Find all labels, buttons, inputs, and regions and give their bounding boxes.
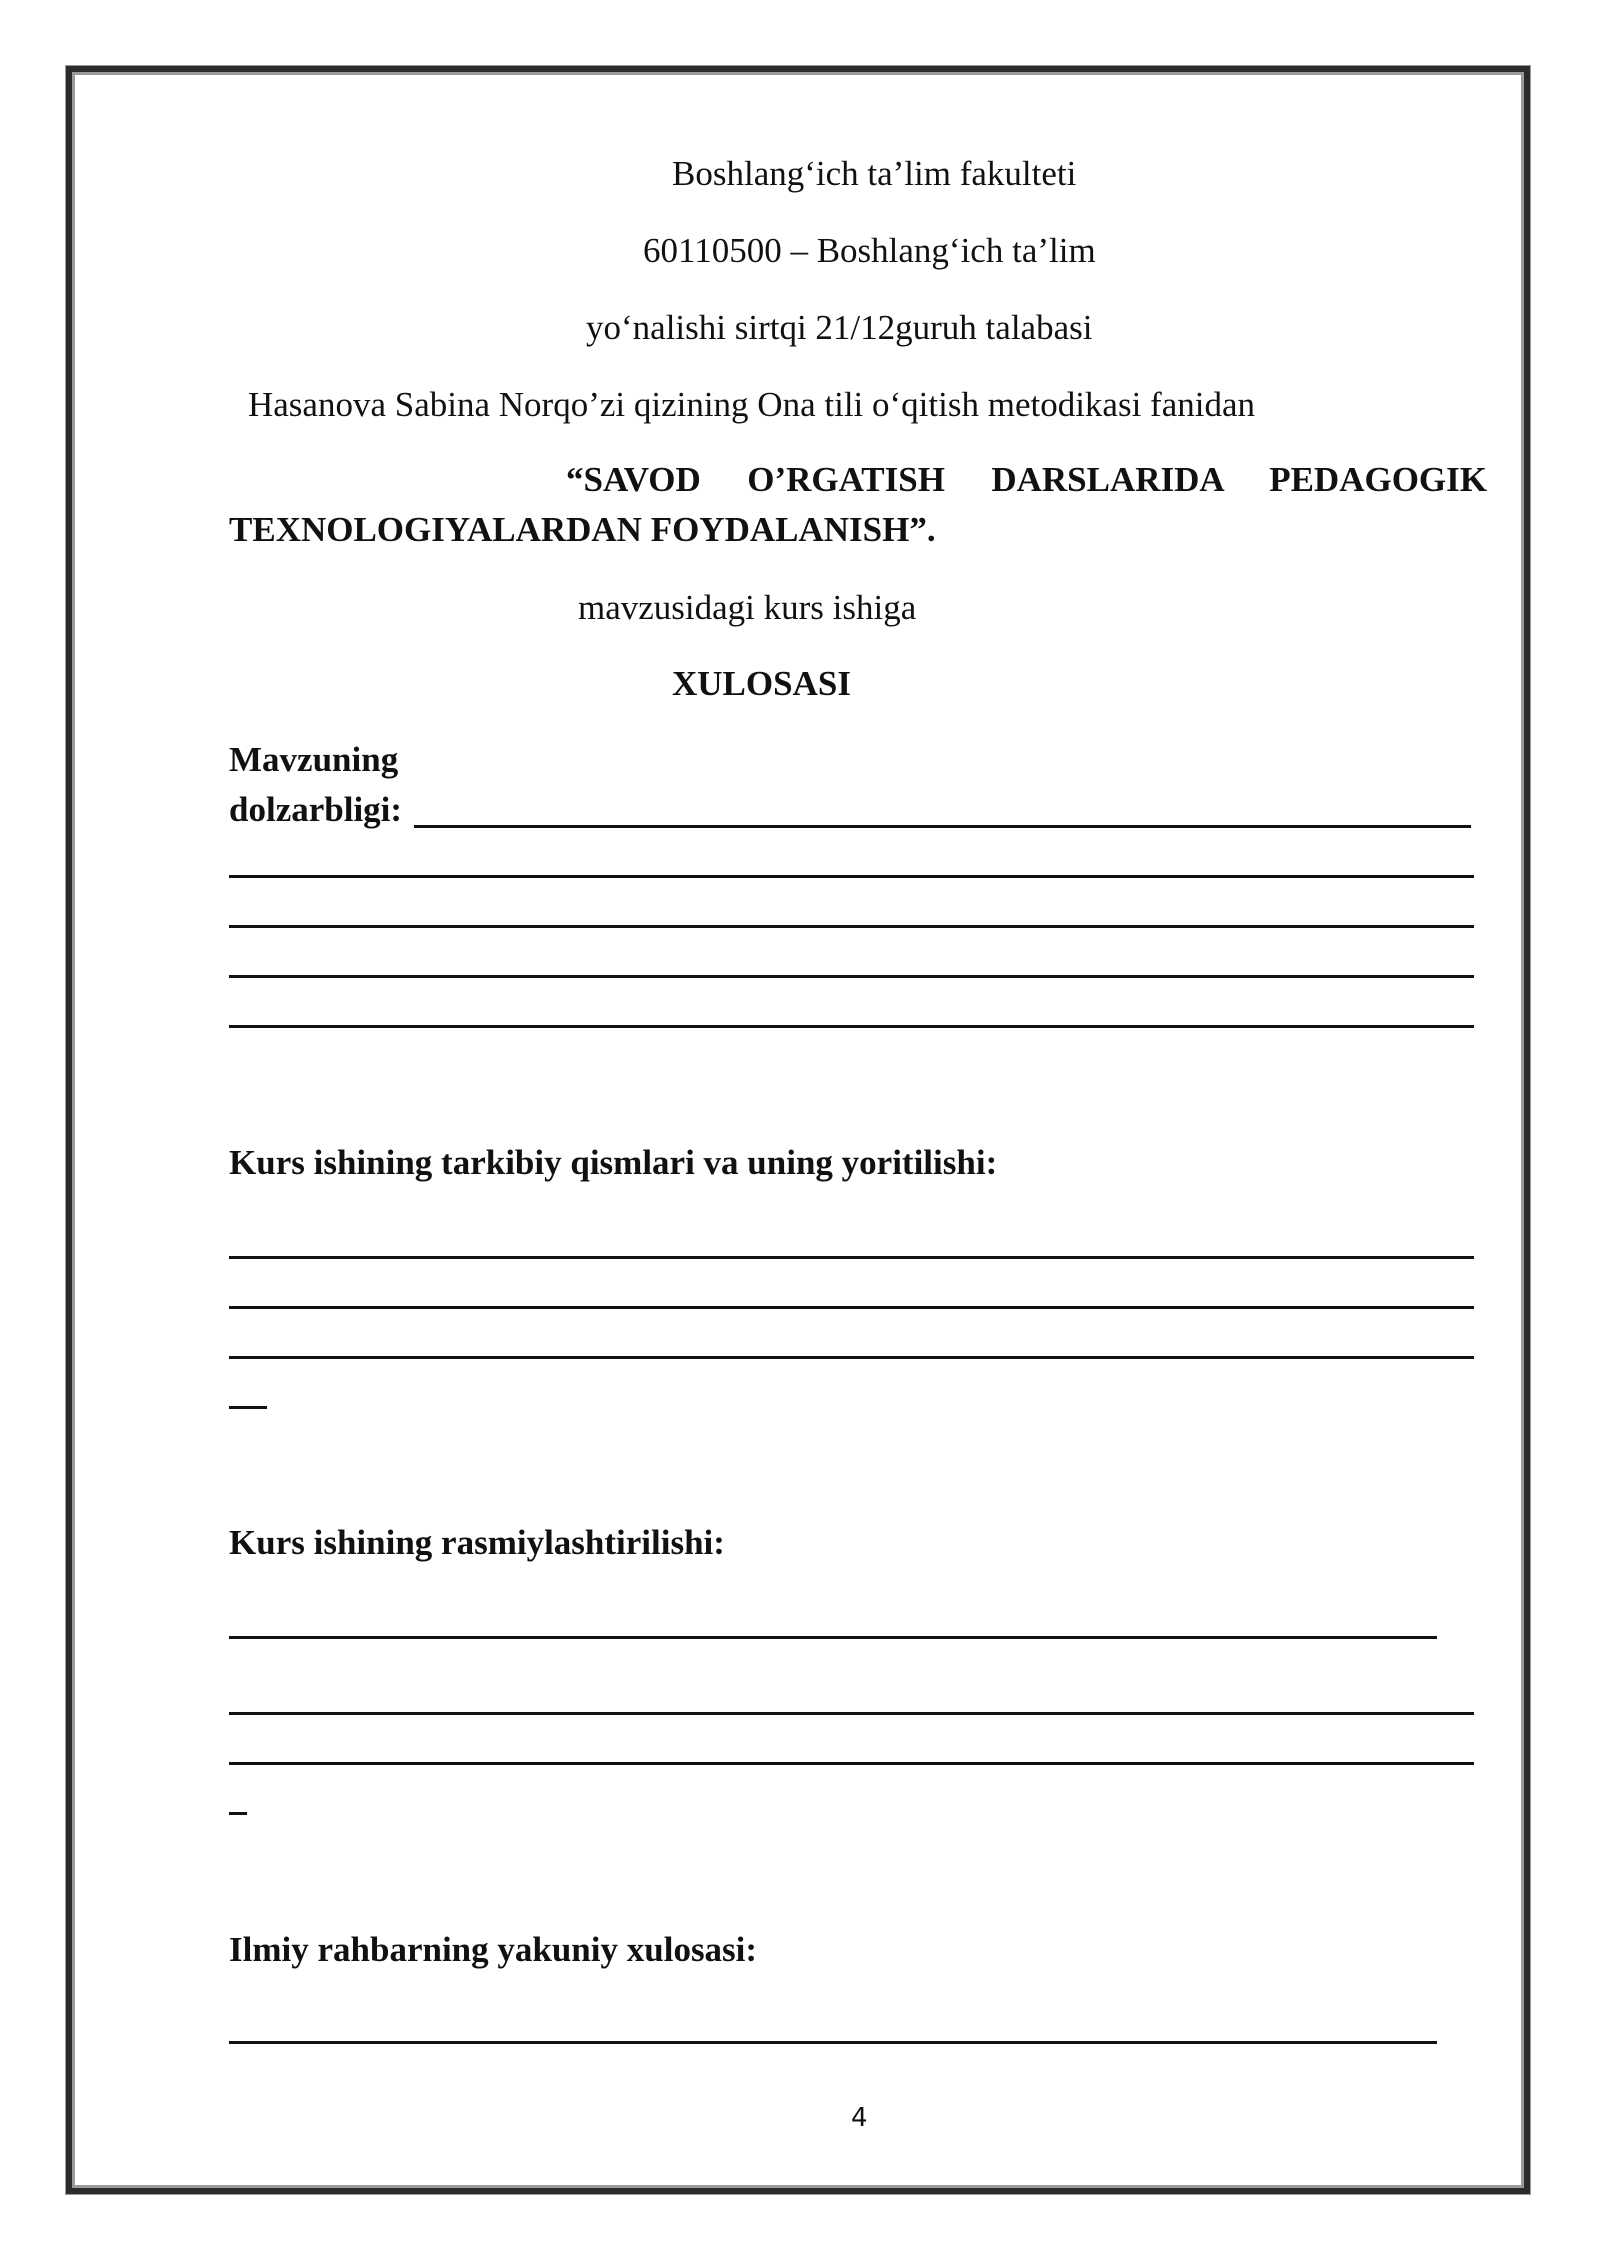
specialty-line: 60110500 – Boshlang‘ich ta’lim bbox=[643, 231, 1096, 270]
page-number: 4 bbox=[851, 2103, 868, 2133]
blank-line bbox=[229, 1636, 1437, 1639]
blank-line bbox=[229, 1306, 1474, 1309]
blank-line bbox=[229, 925, 1474, 928]
relevance-heading-cont: dolzarbligi: bbox=[229, 790, 403, 829]
blank-line bbox=[229, 1406, 267, 1409]
relevance-heading: Mavzuning bbox=[229, 740, 399, 779]
document-title: XULOSASI bbox=[672, 664, 851, 703]
subtitle: mavzusidagi kurs ishiga bbox=[578, 588, 917, 627]
faculty-line: Boshlang‘ich ta’lim fakulteti bbox=[672, 154, 1077, 193]
blank-line bbox=[229, 1025, 1474, 1028]
blank-line bbox=[229, 1712, 1474, 1715]
blank-line bbox=[229, 975, 1474, 978]
blank-line bbox=[229, 1812, 247, 1815]
supervisor-heading: Ilmiy rahbarning yakuniy xulosasi: bbox=[229, 1930, 758, 1969]
structure-heading: Kurs ishining tarkibiy qismlari va uning yoritilishi: bbox=[229, 1143, 998, 1182]
blank-line bbox=[229, 1256, 1474, 1259]
topic-line-1: “SAVOD O’RGATISH DARSLARIDA PEDAGOGIK bbox=[566, 460, 1487, 499]
blank-line bbox=[229, 1762, 1474, 1765]
student-line: Hasanova Sabina Norqo’zi qizining Ona tili o‘qitish metodikasi fanidan bbox=[248, 385, 1256, 424]
blank-line bbox=[229, 875, 1474, 878]
group-line: yo‘nalishi sirtqi 21/12guruh talabasi bbox=[586, 308, 1093, 347]
topic-line-2: TEXNOLOGIYALARDAN FOYDALANISH”. bbox=[229, 510, 936, 549]
blank-line bbox=[229, 1356, 1474, 1359]
blank-line bbox=[414, 825, 1471, 828]
formatting-heading: Kurs ishining rasmiylashtirilishi: bbox=[229, 1523, 725, 1562]
blank-line bbox=[229, 2041, 1437, 2044]
